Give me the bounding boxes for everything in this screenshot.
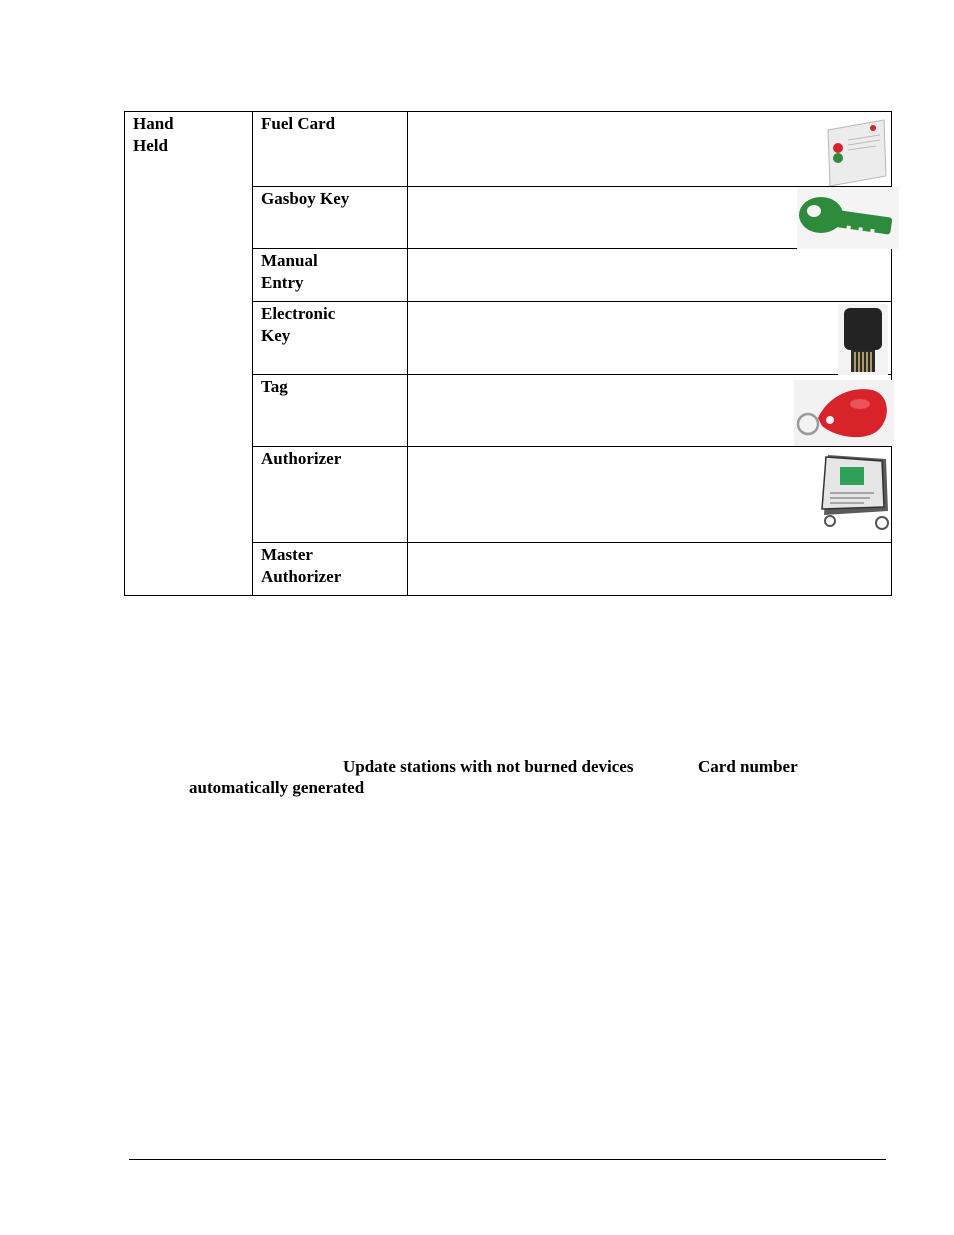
row-label-cell [253, 187, 408, 249]
update-stations-text: Update stations with not burned devices [343, 757, 634, 776]
row-image-cell [408, 112, 892, 187]
row-label: Authorizer [261, 449, 342, 468]
row-label-cell [253, 302, 408, 375]
electronic-key-image [838, 304, 888, 375]
card-number-text: Card number [698, 757, 798, 776]
row-label: Fuel Card [261, 114, 336, 133]
row-label-cell [253, 447, 408, 543]
row-label: Gasboy Key [261, 189, 350, 208]
authorizer-image [814, 449, 894, 531]
row-label: Manual Entry [261, 251, 318, 292]
row-image-cell [408, 375, 892, 447]
footer-divider [129, 1159, 886, 1160]
row-image-cell [408, 447, 892, 543]
row-image-cell [408, 249, 892, 302]
auto-generated-text: automatically generated [189, 778, 365, 797]
row-label-cell [253, 375, 408, 447]
id-device-table [124, 111, 892, 596]
row-label: Master Authorizer [261, 545, 342, 586]
tag-fob-image [794, 380, 894, 446]
fuel-card-image [826, 118, 888, 186]
row-label: Tag [261, 377, 288, 396]
row-label: Electronic Key [261, 304, 336, 345]
row-image-cell [408, 187, 892, 249]
row-label-cell [253, 249, 408, 302]
row-label-cell [253, 112, 408, 187]
row-image-cell [408, 543, 892, 596]
gasboy-key-image [797, 187, 899, 249]
row-image-cell [408, 302, 892, 375]
row-label-cell [253, 543, 408, 596]
group-label: Hand Held [133, 114, 174, 155]
group-cell [125, 112, 253, 596]
